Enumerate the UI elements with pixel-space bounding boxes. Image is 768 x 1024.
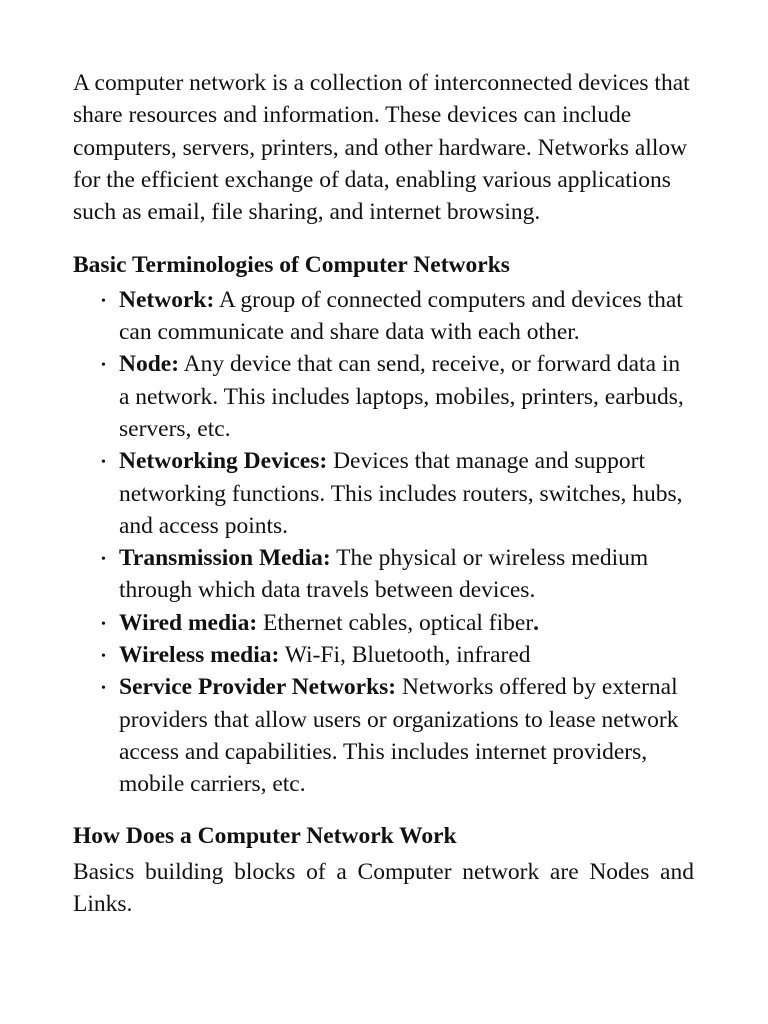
term-description: Wi-Fi, Bluetooth, infrared — [279, 642, 531, 669]
term-description: The physical or wireless medium through which data travels between devices. — [119, 545, 649, 604]
term-label: Node: — [119, 351, 180, 378]
list-item — [73, 348, 694, 445]
term-description: Networks offered by external providers that allow users or organizations to lease network access and capabilities. This includes internet providers, mobile carriers, etc. — [119, 674, 679, 798]
term-label: Wireless media: — [119, 642, 280, 669]
bullet-icon: • — [101, 681, 106, 697]
term-label: Networking Devices: — [119, 448, 328, 475]
term-label: Network: — [119, 286, 215, 313]
term-label: Transmission Media: — [119, 545, 331, 572]
bullet-icon: • — [101, 293, 106, 309]
bullet-icon: • — [101, 552, 106, 568]
how-it-works-heading: How Does a Computer Network Work — [73, 822, 457, 849]
bullet-icon: • — [101, 616, 106, 632]
term-description: Ethernet cables, optical fiber — [257, 609, 534, 636]
term-description: A group of connected computers and devices that can communicate and share data with each other. — [119, 286, 683, 346]
bullet-icon: • — [101, 455, 106, 471]
list-item — [73, 607, 694, 639]
list-item — [73, 639, 694, 671]
bullet-icon: • — [101, 649, 106, 665]
intro-paragraph: A computer network is a collection of interconnected devices that share resources and information. These devices can include computers, servers, printers, and other hardware. Networks allow for the efficient exchange of data, enabling various applications such as email, file sharing, and internet browsing. — [73, 70, 690, 226]
list-item — [73, 542, 694, 607]
list-item — [73, 671, 694, 800]
document-page — [73, 67, 694, 920]
how-it-works-paragraph: Basics building blocks of a Computer network are Nodes and Links. — [73, 858, 694, 918]
term-label: Service Provider Networks: — [119, 674, 397, 701]
bullet-icon: • — [101, 358, 106, 374]
term-description: Any device that can send, receive, or forward data in a network. This includes laptops, mobiles, printers, earbuds, servers, etc. — [119, 351, 684, 442]
term-label: Wired media: — [119, 609, 258, 636]
terminologies-heading: Basic Terminologies of Computer Networks — [73, 252, 510, 279]
term-description: Devices that manage and support networking functions. This includes routers, switches, hubs, and access points. — [119, 448, 683, 539]
terminologies-list — [73, 284, 694, 801]
list-item — [73, 445, 694, 542]
term-trailing-period: . — [533, 609, 540, 636]
list-item — [73, 284, 694, 349]
